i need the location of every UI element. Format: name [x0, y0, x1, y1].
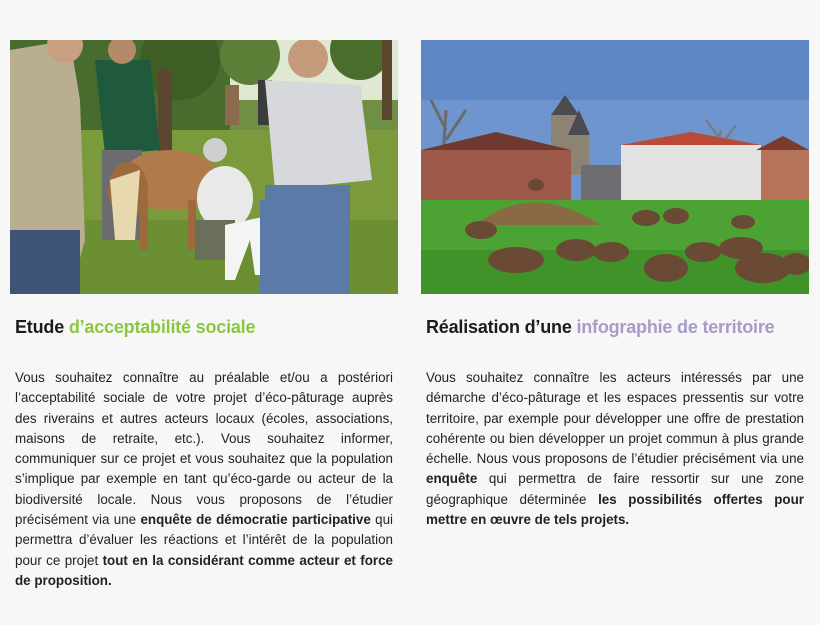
title-highlight: d’acceptabilité sociale: [68, 317, 256, 337]
paragraph-bold-text: tout en la considérant comme acteur et force de proposition.: [15, 552, 393, 588]
section-paragraph: [15, 368, 393, 591]
title-plain: Réalisation d’une: [426, 317, 577, 337]
sheep-in-village-field-photo: [421, 40, 809, 294]
title-plain: Etude: [15, 317, 69, 337]
section-title: [426, 317, 816, 338]
title-highlight: infographie de territoire: [576, 317, 775, 337]
paragraph-text: Vous souhaitez connaître les acteurs intéressés par une démarche d’éco-pâturage et les espaces pressentis sur votre territoire, par exemple pour développer une offre de prestation cohérente ou bien développer un projet commun à plus grande échelle. Nous vous proposons de l’étudier précisément via une: [426, 370, 804, 467]
section-title: [15, 317, 405, 338]
paragraph-text: Vous souhaitez connaître au préalable et/ou a postériori l’acceptabilité sociale de votre projet d’éco-pâturage auprès des riverains et autres acteurs locaux (écoles, associations, maisons de retraite, etc.). Vous souhaitez informer, communiquer sur ce projet et vous souhaitez que la population s’implique par exemple en tant qu’éco-garde ou acteur de la biodiversité locale. Nous vous proposons de l’étudier précisément via une: [15, 370, 393, 528]
paragraph-text: qui permettra de faire ressortir sur une zone géographique déterminée: [426, 471, 804, 507]
section-paragraph: [426, 368, 804, 530]
group-with-pony-photo: [10, 40, 398, 294]
paragraph-bold-text: enquête: [426, 471, 478, 487]
paragraph-bold-text: les possibilités offertes pour mettre en œuvre de tels projets.: [426, 491, 804, 528]
paragraph-bold-text: enquête de démocratie participative: [140, 512, 371, 528]
paragraph-text: qui permettra d’évaluer les réactions et l’intérêt de la population pour ce projet: [15, 512, 393, 568]
